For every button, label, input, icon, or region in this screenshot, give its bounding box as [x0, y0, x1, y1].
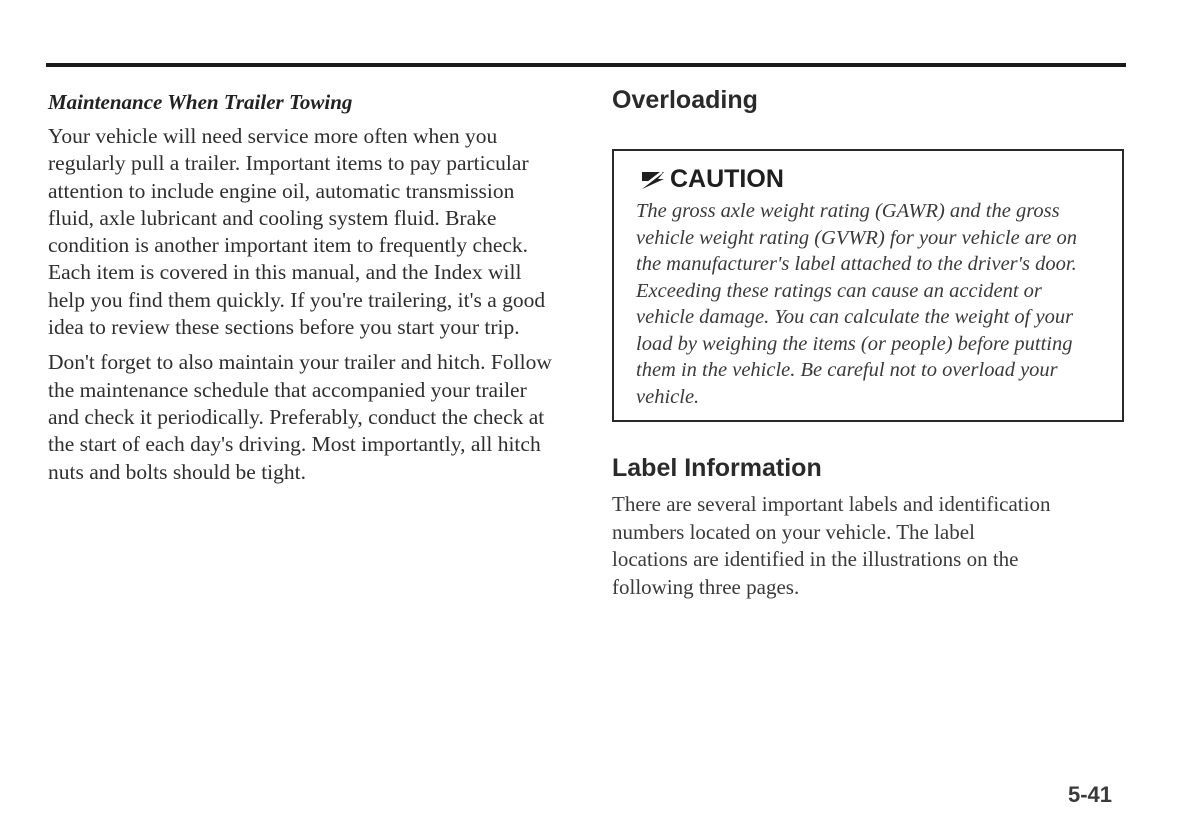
page-number: 5-41	[1068, 782, 1113, 807]
label-information-text: There are several important labels and identification numbers located on your vehicle. The label locations are identified in the illustrations on the following three pages.	[612, 492, 1051, 599]
caution-text: The gross axle weight rating (GAWR) and the gross vehicle weight rating (GVWR) for your vehicle are on the manufacturer's label attached to the driver's door. Exceeding these ratings can cause an accident or vehicle damage. You can calculate the weight of your load by weighing the items (or people) before putting them in the vehicle. Be careful not to overload your vehicle.	[636, 200, 1078, 408]
right-column	[612, 86, 1124, 601]
caution-title-row	[636, 165, 1104, 194]
trailer-maintenance-paragraph-1: Your vehicle will need service more often when you regularly pull a trailer. Important items to pay particular attention to include engine oil, automatic transmission fluid, axle lubricant and cooling system fluid. Brake condition is another important item to frequently check. Each item is covered in this manual, and the Index will help you find them quickly. If you're trailering, it's a good idea to review these sections before you start your trip.	[48, 124, 546, 340]
caution-symbol-icon	[636, 169, 666, 191]
trailer-maintenance-paragraph-2: Don't forget to also maintain your trailer and hitch. Follow the maintenance schedule that accompanied your trailer and check it periodically. Preferably, conduct the check at the start of each day's driving. Most importantly, all hitch nuts and bolts should be tight.	[48, 350, 552, 484]
trailer-maintenance-subheading: Maintenance When Trailer Towing	[48, 90, 353, 114]
label-information-heading: Label Information	[612, 454, 822, 482]
caution-label: CAUTION	[670, 165, 784, 193]
caution-box	[612, 149, 1124, 422]
top-rule	[46, 63, 1126, 67]
overloading-heading: Overloading	[612, 86, 758, 114]
left-column	[48, 90, 563, 494]
